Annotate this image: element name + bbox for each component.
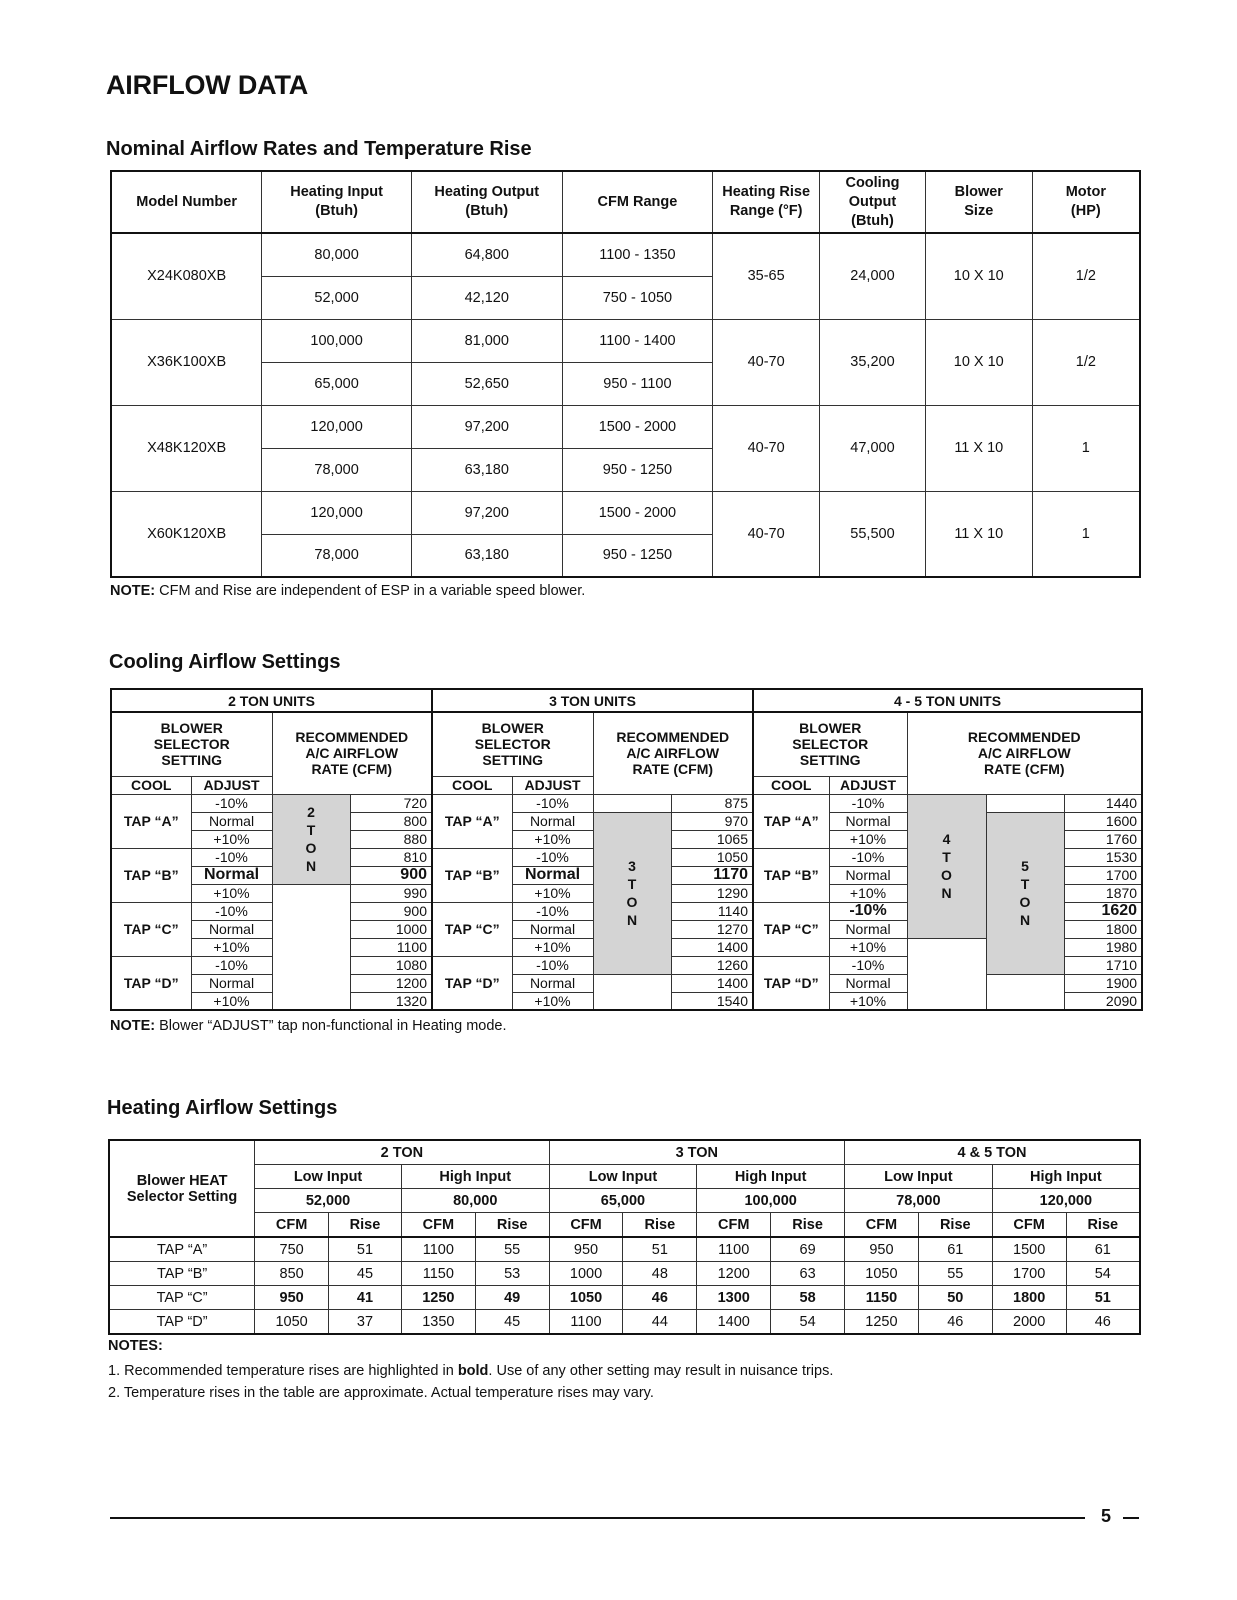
input-type-row: Low Input High Input Low Input High Input Low Input High Input <box>109 1165 1140 1189</box>
nominal-airflow-table <box>110 170 1141 578</box>
heating-note-2: 2. Temperature rises in the table are approximate. Actual temperature rises may vary. <box>108 1385 654 1401</box>
table-row: +10% 880 +10% 1065 +10% 1760 <box>111 830 1142 848</box>
group-header-row <box>111 689 1142 712</box>
table-row: +10% 1320 +10% 1540 +10% 2090 <box>111 992 1142 1010</box>
cooling-airflow-title: Cooling Airflow Settings <box>109 651 341 673</box>
table-row: X36K100XB 100,000 81,000 1100 - 1400 40-70 35,200 10 X 10 1/2 <box>111 319 1140 362</box>
five-ton-label: 5 T O N <box>986 812 1064 974</box>
group-2-ton: 2 TON UNITS <box>111 689 432 712</box>
group-4-5-ton: 4 - 5 TON UNITS <box>753 689 1142 712</box>
three-ton-label: 3 T O N <box>593 812 671 974</box>
cool-adjust-header-row: COOL ADJUST COOL ADJUST COOL ADJUST <box>111 776 1142 794</box>
blower-selector-header: BLOWER SELECTOR SETTING <box>753 712 907 776</box>
table-row: +10% 990 +10% 1290 +10% 1870 <box>111 884 1142 902</box>
nominal-airflow-title: Nominal Airflow Rates and Temperature Rise <box>106 138 532 160</box>
table-row: TAP “D” -10% 1080 TAP “D” -10% 1260 TAP “D” -10% 1710 <box>111 956 1142 974</box>
table-row: X60K120XB 120,000 97,200 1500 - 2000 40-70 55,500 11 X 10 1 <box>111 491 1140 534</box>
header-cooling-output: Cooling Output (Btuh) <box>820 171 926 233</box>
table-row: +10% 1100 +10% 1400 +10% 1980 <box>111 938 1142 956</box>
footer-rule <box>110 1517 1085 1519</box>
group-3-ton: 3 TON UNITS <box>432 689 753 712</box>
table-row: Normal 900 Normal 1170 Normal 1700 <box>111 866 1142 884</box>
table-row: 65,000 52,650 950 - 1100 <box>111 362 1140 405</box>
header-heating-input: Heating Input (Btuh) <box>262 171 412 233</box>
header-cfm-range: CFM Range <box>562 171 713 233</box>
cooling-airflow-table <box>110 688 1143 1011</box>
table-row: 78,000 63,180 950 - 1250 <box>111 534 1140 577</box>
heating-airflow-table <box>108 1139 1141 1335</box>
heating-airflow-title: Heating Airflow Settings <box>107 1097 338 1119</box>
sub-header-row <box>111 712 1142 776</box>
table-row: TAP “A” -10% 2 T O N 720 TAP “A” -10% 875 TAP “A” -10% 4 T O N 1440 <box>111 794 1142 812</box>
header-heating-output: Heating Output (Btuh) <box>411 171 562 233</box>
selector-setting-header: Blower HEAT Selector Setting <box>109 1140 255 1237</box>
table-row: X24K080XB 80,000 64,800 1100 - 1350 35-65 24,000 10 X 10 1/2 <box>111 233 1140 276</box>
footer-dash <box>1123 1517 1139 1519</box>
four-ton-label: 4 T O N <box>907 794 986 938</box>
recommended-airflow-header: RECOMMENDED A/C AIRFLOW RATE (CFM) <box>907 712 1142 794</box>
header-motor: Motor (HP) <box>1032 171 1140 233</box>
ton-header-row: Blower HEAT Selector Setting 2 TON 3 TON 4 & 5 TON <box>109 1140 1140 1165</box>
table-row: 52,000 42,120 750 - 1050 <box>111 276 1140 319</box>
table-row: Normal 1200 Normal 1400 Normal 1900 <box>111 974 1142 992</box>
header-heating-rise: Heating Rise Range (°F) <box>713 171 820 233</box>
recommended-airflow-header: RECOMMENDED A/C AIRFLOW RATE (CFM) <box>593 712 753 794</box>
blower-selector-header: BLOWER SELECTOR SETTING <box>432 712 593 776</box>
table-row: TAP “C” -10% 900 TAP “C” -10% 1140 TAP “C” -10% 1620 <box>111 902 1142 920</box>
table-row: TAP “A” 750 51 1100 55 950 51 1100 69 950 61 1500 61 <box>109 1237 1140 1262</box>
table-row: TAP “D” 1050 37 1350 45 1100 44 1400 54 1250 46 2000 46 <box>109 1310 1140 1335</box>
nominal-note: NOTE: CFM and Rise are independent of ESP in a variable speed blower. <box>110 583 586 599</box>
cooling-note: NOTE: Blower “ADJUST” tap non-functional in Heating mode. <box>110 1018 507 1034</box>
heating-notes-label: NOTES: <box>108 1338 163 1354</box>
table-row: Normal 800 Normal 3 T O N 970 Normal 5 T O N 1600 <box>111 812 1142 830</box>
recommended-airflow-header: RECOMMENDED A/C AIRFLOW RATE (CFM) <box>272 712 432 794</box>
cfm-rise-header-row: CFM Rise CFM Rise CFM Rise CFM Rise CFM Rise CFM Rise <box>109 1213 1140 1238</box>
page-title: AIRFLOW DATA <box>106 70 309 100</box>
heating-note-1: 1. Recommended temperature rises are highlighted in bold. Use of any other setting may result in nuisance trips. <box>108 1363 834 1379</box>
table-row: TAP “B” -10% 810 TAP “B” -10% 1050 TAP “B” -10% 1530 <box>111 848 1142 866</box>
blower-selector-header: BLOWER SELECTOR SETTING <box>111 712 272 776</box>
input-value-row: 52,000 80,000 65,000 100,000 78,000 120,000 <box>109 1189 1140 1213</box>
header-blower-size: Blower Size <box>925 171 1032 233</box>
page-number: 5 <box>1101 1506 1112 1526</box>
header-model: Model Number <box>111 171 262 233</box>
table-row: 78,000 63,180 950 - 1250 <box>111 448 1140 491</box>
table-row: X48K120XB 120,000 97,200 1500 - 2000 40-70 47,000 11 X 10 1 <box>111 405 1140 448</box>
table-header-row <box>111 171 1140 233</box>
table-row: Normal 1000 Normal 1270 Normal 1800 <box>111 920 1142 938</box>
two-ton-label: 2 T O N <box>272 794 350 884</box>
table-row: TAP “B” 850 45 1150 53 1000 48 1200 63 1050 55 1700 54 <box>109 1262 1140 1286</box>
table-row: TAP “C” 950 41 1250 49 1050 46 1300 58 1150 50 1800 51 <box>109 1286 1140 1310</box>
